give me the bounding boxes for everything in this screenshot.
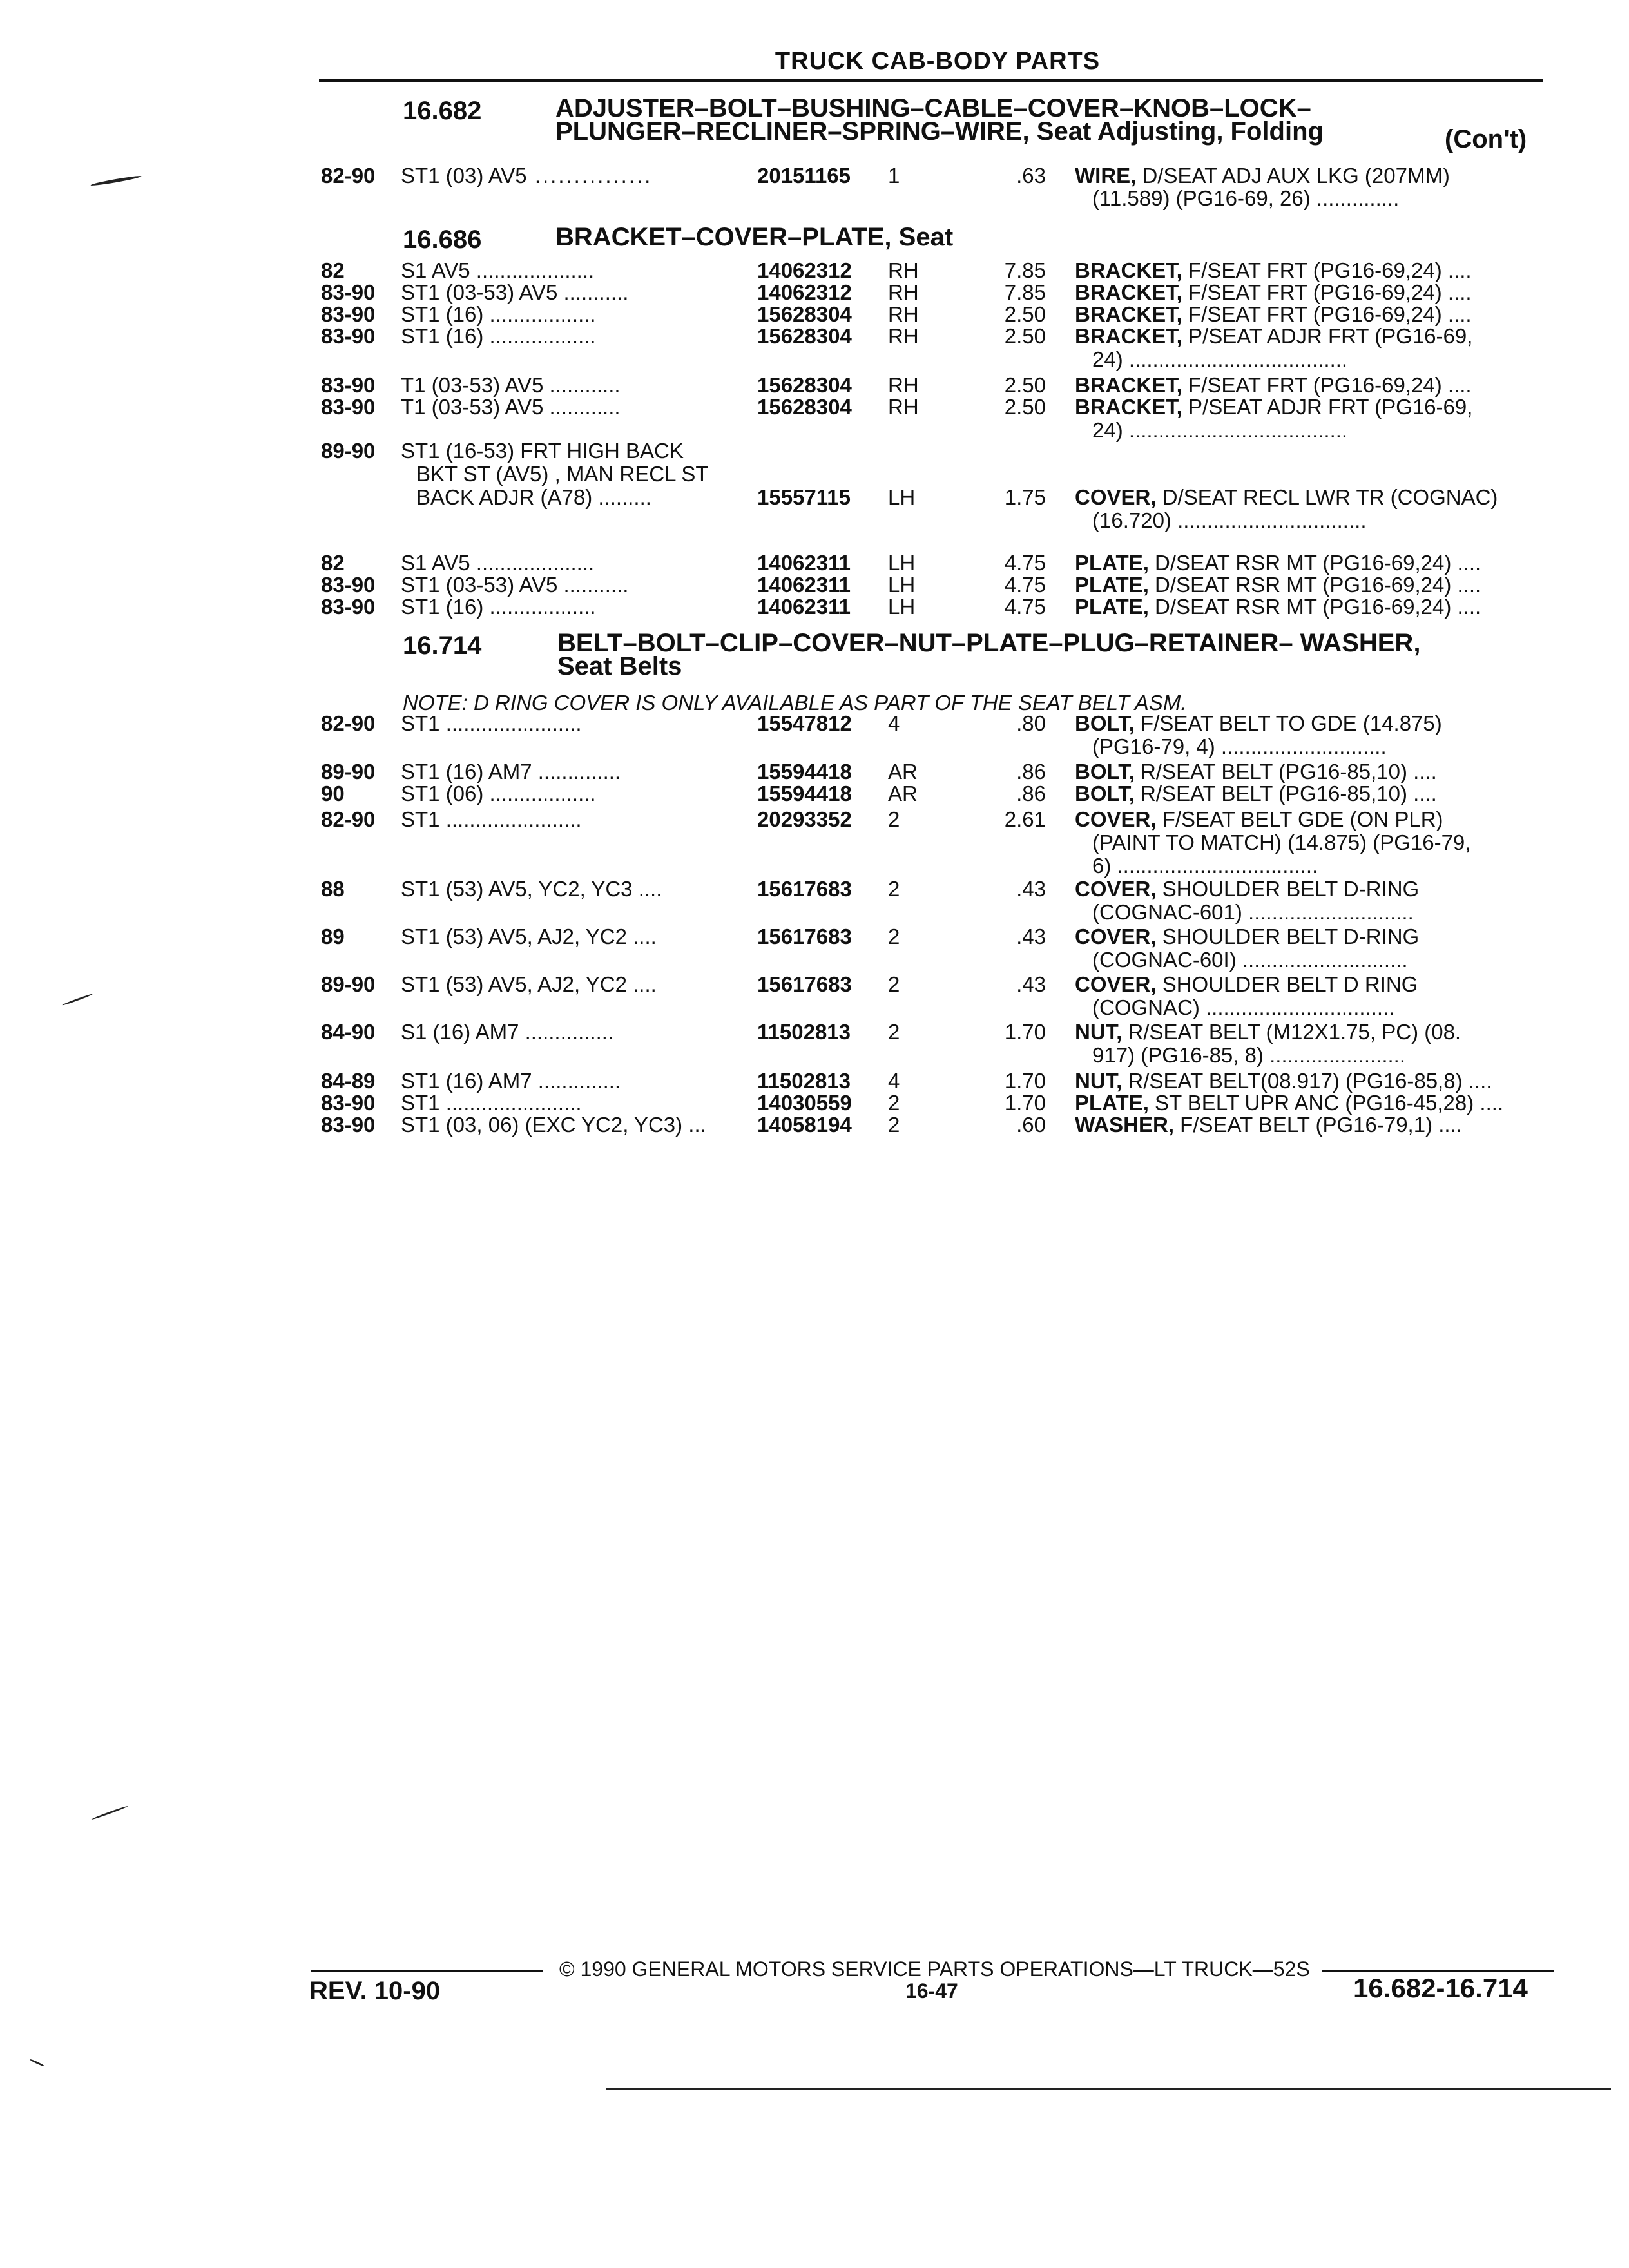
leader-dots: .... — [1407, 760, 1437, 783]
leader-dots: .... — [1451, 595, 1481, 619]
model-code-text: ST1 (06) — [401, 782, 484, 805]
price: 4.75 — [1004, 551, 1046, 575]
year-range: 83-90 — [321, 1113, 376, 1137]
model-code — [401, 552, 594, 575]
part-name-bold: WASHER, — [1075, 1113, 1175, 1137]
leader-dots: .... — [1441, 302, 1472, 326]
part-name — [1075, 259, 1548, 282]
part-detail: P/SEAT ADJR FRT (PG16-69, — [1182, 395, 1473, 419]
leader-dots: .................................. — [1111, 854, 1318, 878]
scan-mark — [91, 1805, 128, 1820]
quantity: LH — [888, 573, 916, 597]
leader-dots: ....................... — [439, 711, 582, 735]
quantity: AR — [888, 782, 918, 805]
part-number: 15628304 — [757, 324, 852, 348]
part-number: 15594418 — [757, 760, 852, 783]
quantity: RH — [888, 258, 919, 282]
part-name — [1075, 595, 1548, 619]
leader-dots: .... — [1451, 551, 1481, 575]
part-name-bold: NUT, — [1075, 1020, 1123, 1044]
model-code — [401, 1091, 582, 1115]
leader-dots: ....................... — [439, 1091, 582, 1115]
part-number: 14058194 — [757, 1113, 852, 1137]
leader-dots: .... — [1432, 1113, 1462, 1137]
part-detail: D/SEAT RSR MT (PG16-69,24) — [1148, 573, 1452, 597]
part-detail: R/SEAT BELT (M12X1.75, PC) (08. — [1122, 1020, 1461, 1044]
part-name — [1075, 925, 1548, 948]
year-range: 83-90 — [321, 595, 376, 619]
leader-dots: .................. — [483, 324, 596, 348]
leader-dots: .... — [1451, 573, 1481, 597]
bottom-rule — [606, 2088, 1611, 2090]
part-detail-cont-text: 24) — [1092, 418, 1123, 442]
model-code — [401, 760, 621, 783]
year-range: 84-89 — [321, 1069, 376, 1093]
header-rule — [319, 79, 1543, 82]
part-detail-cont-text: (COGNAC-601) — [1092, 900, 1242, 924]
model-code — [401, 396, 621, 419]
section-note: NOTE: D RING COVER IS ONLY AVAILABLE AS PART OF THE SEAT BELT ASM. — [403, 691, 1187, 715]
section-title-line-1: ADJUSTER–BOLT–BUSHING–CABLE–COVER–KNOB–LOCK– — [555, 94, 1311, 122]
model-code-text: ST1 — [401, 1091, 440, 1115]
part-number: 15617683 — [757, 972, 852, 996]
leader-dots: .... — [1407, 782, 1437, 805]
quantity: LH — [888, 551, 916, 575]
model-code-text: ST1 (03-53) AV5 — [401, 280, 558, 304]
leader-dots: .................... — [470, 551, 595, 575]
scan-mark — [90, 175, 142, 187]
part-name — [1075, 712, 1548, 735]
model-code — [401, 303, 596, 326]
leader-dots: .... — [1441, 373, 1472, 397]
year-range: 82 — [321, 551, 345, 575]
leader-dots: ........... — [557, 573, 629, 597]
scan-mark — [62, 994, 93, 1006]
section-number: 16.682 — [403, 97, 482, 125]
quantity: 2 — [888, 1091, 900, 1115]
part-name-bold: BRACKET, — [1075, 280, 1182, 304]
quantity: 2 — [888, 1113, 900, 1137]
part-detail-cont-text: (COGNAC-60I) — [1092, 948, 1237, 972]
leader-dots: .... — [1441, 280, 1472, 304]
part-name-bold: COVER, — [1075, 972, 1157, 996]
part-detail-cont — [1092, 509, 1566, 532]
year-range: 83-90 — [321, 1091, 376, 1115]
model-code-text: S1 AV5 — [401, 551, 470, 575]
quantity: RH — [888, 302, 919, 326]
copyright-text: © 1990 GENERAL MOTORS SERVICE PARTS OPERATIONS—LT TRUCK—52S — [559, 1957, 1310, 1981]
part-name-bold: BRACKET, — [1075, 395, 1182, 419]
part-name-bold: PLATE, — [1075, 595, 1149, 619]
price: 7.85 — [1004, 280, 1046, 304]
model-code-text: ST1 (16) AM7 — [401, 1069, 532, 1093]
part-detail: F/SEAT BELT (PG16-79,1) — [1174, 1113, 1433, 1137]
quantity: 4 — [888, 1069, 900, 1093]
leader-dots: ................................ — [1199, 995, 1395, 1019]
part-name — [1075, 1021, 1548, 1044]
footer-rule-left — [311, 1970, 543, 1972]
part-detail-cont-text: (16.720) — [1092, 508, 1171, 532]
leader-dots: .................. — [483, 595, 596, 619]
part-detail: P/SEAT ADJR FRT (PG16-69, — [1182, 324, 1473, 348]
model-code — [401, 573, 628, 597]
leader-dots: ......... — [592, 485, 651, 509]
part-detail: F/SEAT BELT GDE (ON PLR) — [1156, 807, 1443, 831]
year-range: 89-90 — [321, 972, 376, 996]
year-range: 82-90 — [321, 164, 376, 187]
price: .63 — [1016, 164, 1046, 187]
part-number: 14062312 — [757, 258, 852, 282]
price: .86 — [1016, 782, 1046, 805]
part-detail: D/SEAT RSR MT (PG16-69,24) — [1148, 595, 1452, 619]
quantity: RH — [888, 373, 919, 397]
part-name — [1075, 396, 1548, 419]
part-number: 15547812 — [757, 711, 852, 735]
model-code-text: S1 AV5 — [401, 258, 470, 282]
model-code — [401, 595, 596, 619]
leader-dots — [1470, 831, 1476, 854]
price: 1.75 — [1004, 485, 1046, 509]
model-code-text: ST1 (16) — [401, 595, 484, 619]
price: 2.50 — [1004, 395, 1046, 419]
model-code — [401, 259, 594, 282]
part-detail-cont-text: (11.589) (PG16-69, 26) — [1092, 186, 1311, 210]
part-number: 15617683 — [757, 877, 852, 901]
leader-dots: ............ — [543, 373, 621, 397]
leader-dots: ....................... — [1263, 1043, 1406, 1067]
model-code — [401, 712, 582, 735]
quantity: RH — [888, 280, 919, 304]
model-code — [401, 925, 657, 948]
part-name — [1075, 164, 1548, 187]
part-name — [1075, 486, 1548, 509]
leader-dots: ..................................... — [1123, 347, 1348, 371]
page-number: 16-47 — [905, 1979, 958, 2003]
model-code-text: ST1 (03-53) AV5 — [401, 573, 558, 597]
year-range: 83-90 — [321, 395, 376, 419]
revision-label: REV. 10-90 — [309, 1977, 441, 2005]
part-detail: F/SEAT BELT TO GDE (14.875) — [1134, 711, 1442, 735]
part-number: 14062311 — [757, 551, 851, 575]
quantity: RH — [888, 324, 919, 348]
section-title — [555, 94, 1324, 146]
part-name-bold: NUT, — [1075, 1069, 1123, 1093]
part-name — [1075, 808, 1548, 831]
part-name — [1075, 552, 1548, 575]
leader-dots: ................................ — [1171, 508, 1367, 532]
part-name-bold: BRACKET, — [1075, 324, 1182, 348]
year-range: 83-90 — [321, 280, 376, 304]
section-title-line-1: BELT–BOLT–CLIP–COVER–NUT–PLATE–PLUG–RETAINER– WASHER, — [557, 629, 1421, 657]
price: 2.61 — [1004, 807, 1046, 831]
part-detail: SHOULDER BELT D-RING — [1156, 925, 1420, 948]
year-range: 83-90 — [321, 373, 376, 397]
part-detail-cont — [1092, 348, 1566, 371]
part-name — [1075, 281, 1548, 304]
year-range: 83-90 — [321, 573, 376, 597]
leader-dots: .... — [1462, 1069, 1492, 1093]
price: .43 — [1016, 877, 1046, 901]
part-detail-cont-2 — [1092, 854, 1566, 878]
leader-dots: .............. — [532, 760, 621, 783]
part-name-bold: PLATE, — [1075, 573, 1149, 597]
leader-dots: ............................ — [1215, 735, 1387, 758]
model-code-text: T1 (03-53) AV5 — [401, 373, 544, 397]
part-name-bold: PLATE, — [1075, 551, 1149, 575]
year-range: 89-90 — [321, 439, 376, 463]
leader-dots: .... — [1441, 258, 1472, 282]
model-code-text: ST1 — [401, 711, 440, 735]
part-detail-cont-2-text: 6) — [1092, 854, 1112, 878]
price: .86 — [1016, 760, 1046, 783]
leader-dots: ....................... — [439, 807, 582, 831]
quantity: 2 — [888, 972, 900, 996]
part-detail: F/SEAT FRT (PG16-69,24) — [1182, 280, 1442, 304]
model-code — [401, 1021, 613, 1044]
model-code-text: ST1 (53) AV5, YC2, YC3 — [401, 877, 633, 901]
leader-dots: ............................ — [1242, 900, 1414, 924]
part-detail: F/SEAT FRT (PG16-69,24) — [1182, 258, 1442, 282]
section-title — [557, 631, 1420, 678]
part-number: 14062312 — [757, 280, 852, 304]
model-code — [401, 878, 662, 901]
price: 1.70 — [1004, 1020, 1046, 1044]
part-name — [1075, 1113, 1548, 1137]
part-detail-cont — [1092, 735, 1566, 758]
year-range: 89-90 — [321, 760, 376, 783]
part-name — [1075, 573, 1548, 597]
part-detail-cont-text: (PAINT TO MATCH) (14.875) (PG16-79, — [1092, 831, 1471, 854]
part-number: 20151165 — [757, 164, 851, 187]
part-detail: R/SEAT BELT (PG16-85,10) — [1134, 760, 1407, 783]
part-name-bold: BOLT, — [1075, 760, 1135, 783]
model-code-text: ST1 (03, 06) (EXC YC2, YC3) — [401, 1113, 683, 1137]
part-detail-cont — [1092, 1044, 1566, 1067]
continued-label: (Con't) — [1445, 125, 1527, 153]
price: .43 — [1016, 925, 1046, 948]
part-detail-cont-text: (PG16-79, 4) — [1092, 735, 1215, 758]
part-detail: D/SEAT ADJ AUX LKG (207MM) — [1136, 164, 1450, 187]
model-code-text: ST1 (53) AV5, AJ2, YC2 — [401, 925, 627, 948]
part-name — [1075, 878, 1548, 901]
year-range: 84-90 — [321, 1020, 376, 1044]
part-name-bold: BOLT, — [1075, 711, 1135, 735]
part-name — [1075, 1091, 1548, 1115]
price: .80 — [1016, 711, 1046, 735]
part-detail-cont — [1092, 831, 1566, 854]
leader-dots: .................... — [470, 258, 595, 282]
part-detail-cont — [1092, 419, 1566, 442]
part-name-bold: BRACKET, — [1075, 302, 1182, 326]
year-range: 90 — [321, 782, 345, 805]
scan-mark — [30, 2059, 45, 2067]
leader-dots: .................. — [483, 782, 596, 805]
quantity: 2 — [888, 1020, 900, 1044]
quantity: LH — [888, 595, 916, 619]
year-range: 82-90 — [321, 807, 376, 831]
part-detail: D/SEAT RSR MT (PG16-69,24) — [1148, 551, 1452, 575]
leader-dots: .............. — [1310, 186, 1400, 210]
part-name-bold: COVER, — [1075, 485, 1157, 509]
part-number: 20293352 — [757, 807, 852, 831]
quantity: 4 — [888, 711, 900, 735]
leader-dots: .... — [1474, 1091, 1504, 1115]
part-number: 14062311 — [757, 595, 851, 619]
part-name-bold: COVER, — [1075, 925, 1157, 948]
part-detail: F/SEAT FRT (PG16-69,24) — [1182, 373, 1442, 397]
part-detail: D/SEAT RECL LWR TR (COGNAC) — [1156, 485, 1498, 509]
part-detail: SHOULDER BELT D-RING — [1156, 877, 1420, 901]
price: 2.50 — [1004, 324, 1046, 348]
part-detail-cont-text: 917) (PG16-85, 8) — [1092, 1043, 1264, 1067]
part-name — [1075, 325, 1548, 348]
part-number: 14030559 — [757, 1091, 852, 1115]
section-number: 16.686 — [403, 226, 482, 254]
model-code-line-3-text: BACK ADJR (A78) — [416, 485, 593, 509]
model-code-text: ST1 (53) AV5, AJ2, YC2 — [401, 972, 627, 996]
price: 4.75 — [1004, 595, 1046, 619]
model-code — [401, 808, 582, 831]
part-number: 15628304 — [757, 395, 852, 419]
leader-dots: ............... — [526, 164, 653, 187]
part-number: 15557115 — [757, 485, 851, 509]
year-range: 83-90 — [321, 302, 376, 326]
part-detail-cont-text: (COGNAC) — [1092, 995, 1200, 1019]
section-range: 16.682-16.714 — [1353, 1973, 1528, 2003]
leader-dots: .............. — [532, 1069, 621, 1093]
model-code — [401, 782, 596, 805]
part-number: 14062311 — [757, 573, 851, 597]
part-number: 15594418 — [757, 782, 852, 805]
price: 2.50 — [1004, 302, 1046, 326]
model-code — [401, 1113, 706, 1137]
quantity: 2 — [888, 925, 900, 948]
leader-dots: .... — [632, 877, 662, 901]
model-code — [401, 281, 628, 304]
part-name — [1075, 303, 1548, 326]
year-range: 82-90 — [321, 711, 376, 735]
part-name-bold: PLATE, — [1075, 1091, 1149, 1115]
model-code-text: ST1 (16) — [401, 302, 484, 326]
quantity: 2 — [888, 877, 900, 901]
model-code-text: ST1 (16) AM7 — [401, 760, 532, 783]
leader-dots: ... — [682, 1113, 706, 1137]
part-name-bold: COVER, — [1075, 877, 1157, 901]
model-code-text: ST1 — [401, 807, 440, 831]
part-number: 11502813 — [757, 1069, 851, 1093]
leader-dots: .... — [626, 972, 657, 996]
part-name-bold: COVER, — [1075, 807, 1157, 831]
part-name-bold: BRACKET, — [1075, 373, 1182, 397]
leader-dots: ..................................... — [1123, 418, 1348, 442]
part-number: 15628304 — [757, 373, 852, 397]
quantity: LH — [888, 485, 916, 509]
part-detail: R/SEAT BELT (PG16-85,10) — [1134, 782, 1407, 805]
price: 1.70 — [1004, 1069, 1046, 1093]
part-name — [1075, 973, 1548, 996]
price: .43 — [1016, 972, 1046, 996]
quantity: 1 — [888, 164, 900, 187]
quantity: 2 — [888, 807, 900, 831]
part-number: 11502813 — [757, 1020, 851, 1044]
model-code — [401, 973, 657, 996]
part-detail-cont — [1092, 901, 1566, 924]
leader-dots: ............ — [543, 395, 621, 419]
leader-dots: ............... — [519, 1020, 614, 1044]
part-number: 15617683 — [757, 925, 852, 948]
part-name-bold: BRACKET, — [1075, 258, 1182, 282]
part-number: 15628304 — [757, 302, 852, 326]
leader-dots: ........... — [557, 280, 629, 304]
year-range: 83-90 — [321, 324, 376, 348]
model-code — [401, 325, 596, 348]
section-title-line-2: PLUNGER–RECLINER–SPRING–WIRE, Seat Adjusting, Folding — [555, 117, 1324, 146]
year-range: 89 — [321, 925, 345, 948]
section-number: 16.714 — [403, 631, 482, 660]
price: .60 — [1016, 1113, 1046, 1137]
model-code-line-2: BKT ST (AV5) , MAN RECL ST — [416, 462, 709, 486]
leader-dots: .... — [626, 925, 657, 948]
part-detail-cont — [1092, 996, 1566, 1019]
part-detail: SHOULDER BELT D RING — [1156, 972, 1418, 996]
model-code: ST1 (16-53) FRT HIGH BACK — [401, 439, 684, 463]
price: 2.50 — [1004, 373, 1046, 397]
part-name — [1075, 374, 1548, 397]
part-detail: ST BELT UPR ANC (PG16-45,28) — [1148, 1091, 1474, 1115]
model-code — [401, 1070, 621, 1093]
leader-dots: .................. — [483, 302, 596, 326]
part-name-bold: BOLT, — [1075, 782, 1135, 805]
part-detail: F/SEAT FRT (PG16-69,24) — [1182, 302, 1442, 326]
part-detail: R/SEAT BELT(08.917) (PG16-85,8) — [1122, 1069, 1463, 1093]
quantity: AR — [888, 760, 918, 783]
model-code-text: ST1 (03) AV5 — [401, 164, 527, 187]
footer-rule-right — [1322, 1970, 1554, 1972]
quantity: RH — [888, 395, 919, 419]
part-name — [1075, 782, 1548, 805]
part-name-bold: WIRE, — [1075, 164, 1137, 187]
section-title: BRACKET–COVER–PLATE, Seat — [555, 223, 954, 251]
price: 1.70 — [1004, 1091, 1046, 1115]
price: 7.85 — [1004, 258, 1046, 282]
model-code-line-3 — [416, 486, 651, 509]
leader-dots: ............................ — [1236, 948, 1408, 972]
part-name — [1075, 760, 1548, 783]
model-code — [401, 374, 621, 397]
part-detail-cont-text: 24) — [1092, 347, 1123, 371]
year-range: 82 — [321, 258, 345, 282]
page-header: TRUCK CAB-BODY PARTS — [775, 48, 1101, 75]
part-detail-cont — [1092, 948, 1566, 972]
section-title-line-2: Seat Belts — [557, 652, 682, 680]
model-code — [401, 164, 652, 187]
part-name — [1075, 1070, 1548, 1093]
model-code-text: S1 (16) AM7 — [401, 1020, 519, 1044]
price: 4.75 — [1004, 573, 1046, 597]
year-range: 88 — [321, 877, 345, 901]
part-detail-cont — [1092, 187, 1566, 210]
model-code-text: ST1 (16) — [401, 324, 484, 348]
model-code-text: T1 (03-53) AV5 — [401, 395, 544, 419]
